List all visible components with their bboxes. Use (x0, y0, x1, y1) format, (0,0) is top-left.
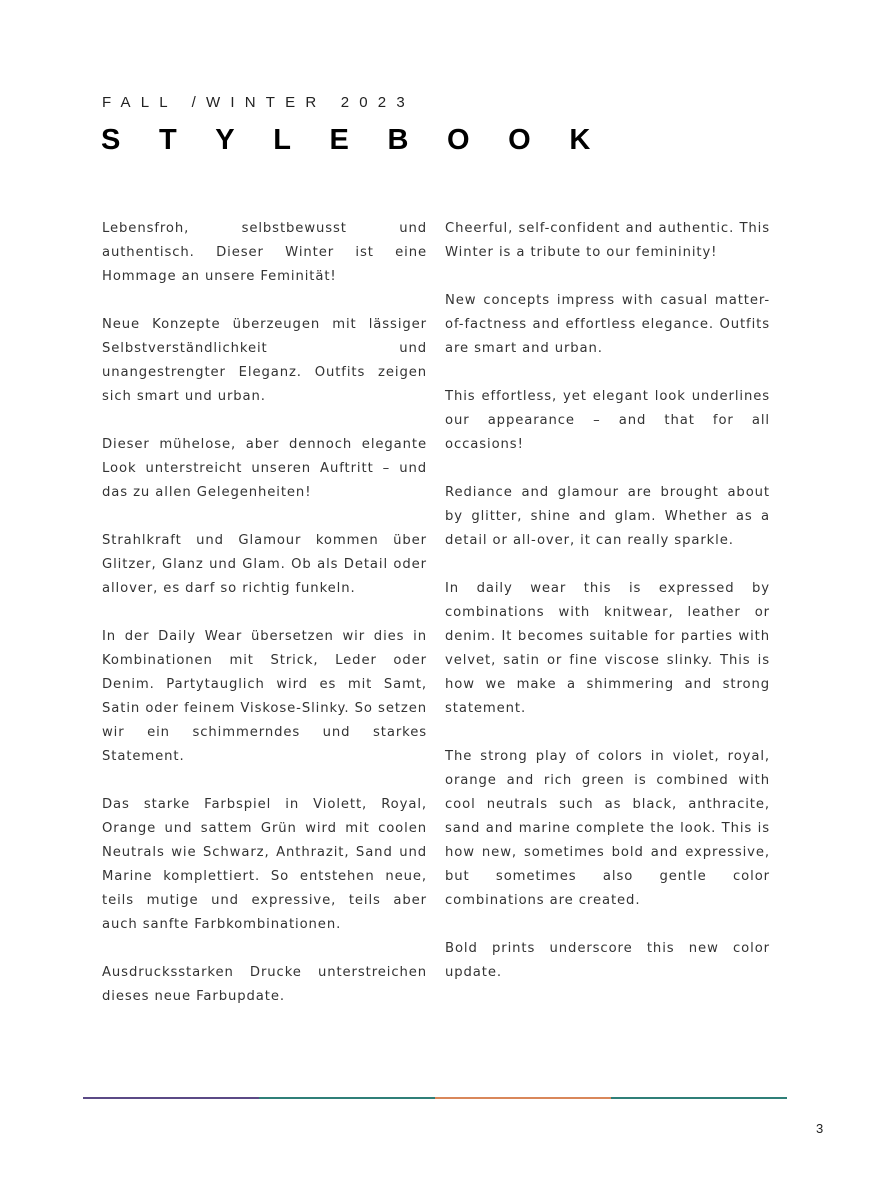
color-rule-divider (83, 1097, 787, 1099)
paragraph-de: Lebensfroh, selbstbewusst und authentisch. Dieser Winter ist eine Hommage an unsere Feminität! (102, 221, 427, 284)
paragraph-de: Das starke Farbspiel in Violett, Royal, Orange und sattem Grün wird mit coolen Neutrals wie Schwarz, Anthrazit, Sand und Marine komplettiert. So entstehen neue, teils mutige und expressive, teils aber auch sanfte Farbkombinationen. (102, 797, 427, 932)
english-column (445, 217, 770, 1009)
paragraph-en: The strong play of colors in violet, royal, orange and rich green is combined with cool neutrals such as black, anthracite, sand and marine complete the look. This is how new, sometimes bold and expressive, but sometimes also gentle color combinations are created. (445, 749, 770, 908)
paragraph-de: Neue Konzepte überzeugen mit lässiger Selbstverständlichkeit und unangestrengter Eleganz. Outfits zeigen sich smart und urban. (102, 317, 427, 404)
paragraph-de: In der Daily Wear übersetzen wir dies in Kombinationen mit Strick, Leder oder Denim. Partytauglich wird es mit Samt, Satin oder feinem Viskose-Slinky. So setzen wir ein schimmerndes und starkes Statement. (102, 629, 427, 764)
paragraph-de: Ausdrucksstarken Drucke unterstreichen dieses neue Farbupdate. (102, 965, 427, 1004)
paragraph-de: Dieser mühelose, aber dennoch elegante Look unterstreicht unseren Auftritt – und das zu allen Gelegenheiten! (102, 437, 427, 500)
season-kicker: FALL /WINTER 2023 (102, 94, 415, 111)
rule-segment-orange (435, 1097, 611, 1099)
paragraph-en: New concepts impress with casual matter-of-factness and effortless elegance. Outfits are smart and urban. (445, 293, 770, 356)
page-title: STYLEBOOK (101, 124, 629, 156)
paragraph-en: Rediance and glamour are brought about by glitter, shine and glam. Whether as a detail or all-over, it can really sparkle. (445, 485, 770, 548)
paragraph-en: In daily wear this is expressed by combinations with knitwear, leather or denim. It becomes suitable for parties with velvet, satin or fine viscose slinky. This is how we make a shimmering and strong statement. (445, 581, 770, 716)
paragraph-en: Cheerful, self-confident and authentic. This Winter is a tribute to our femininity! (445, 221, 770, 260)
rule-segment-teal (259, 1097, 435, 1099)
page-number: 3 (816, 1121, 824, 1136)
rule-segment-violet (83, 1097, 259, 1099)
paragraph-de: Strahlkraft und Glamour kommen über Glitzer, Glanz und Glam. Ob als Detail oder allover, es darf so richtig funkeln. (102, 533, 427, 596)
paragraph-en: Bold prints underscore this new color update. (445, 941, 770, 980)
paragraph-en: This effortless, yet elegant look underlines our appearance – and that for all occasions! (445, 389, 770, 452)
rule-segment-teal (611, 1097, 787, 1099)
german-column (102, 217, 427, 1033)
